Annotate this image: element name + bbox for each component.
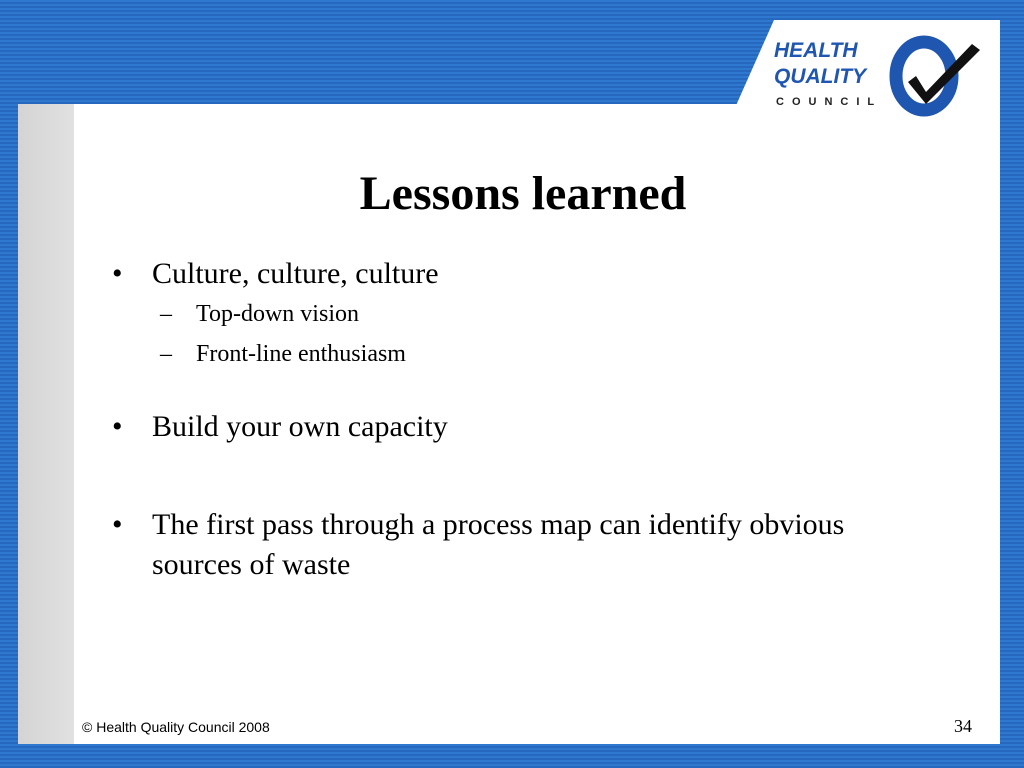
bullet-item-1 [112,254,912,294]
sub-bullet-item-1 [112,294,912,334]
bullet-item-2 [112,407,912,447]
sub-bullet-dash: – [160,301,172,327]
q-checkmark-icon [888,32,988,120]
bullet-dot: • [112,257,123,290]
bullet-item-3 [112,505,912,585]
bullet-dot: • [112,508,123,541]
sub-bullet-text: Front-line enthusiasm [196,341,406,367]
bullet-text: Build your own capacity [152,410,448,443]
logo-text-quality: QUALITY [774,65,867,88]
health-quality-council-logo [770,30,990,120]
sub-bullet-item-2 [112,334,912,374]
bullet-text: The first pass through a process map can identify obvious sources of waste [152,508,845,581]
page-number: 34 [954,716,972,736]
bullet-dot: • [112,410,123,443]
sub-bullet-text: Top-down vision [196,301,359,327]
logo-text-health: HEALTH [774,39,858,62]
slide-title: Lessons learned [359,167,687,220]
logo-text-council: COUNCIL [776,96,883,108]
bullet-list [112,254,912,585]
bullet-text: Culture, culture, culture [152,257,439,290]
footer-copyright: © Health Quality Council 2008 [82,719,270,735]
sub-bullet-dash: – [160,341,172,367]
